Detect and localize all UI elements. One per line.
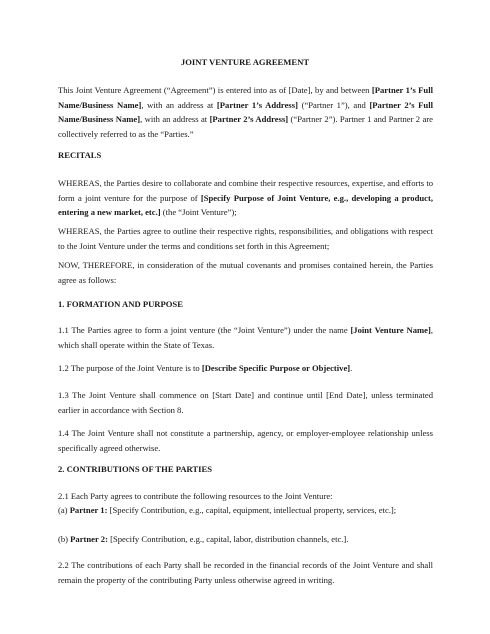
clause-1-1 [58,323,433,352]
partner2-label: Partner 2: [70,534,108,544]
partner2-contribution: [Specify Contribution, e.g., capital, labor, distribution channels, etc.]. [107,534,349,544]
intro-text-1: This Joint Venture Agreement (“Agreement”) is entered into as of [Date], by and between [58,85,372,95]
whereas-1-text-end: (the “Joint Venture”); [160,207,237,217]
item-a-prefix: (a) [58,505,70,515]
clause-1-1-text-end: , which shall operate within the State of Texas. [58,325,433,350]
whereas-paragraph-2: WHEREAS, the Parties agree to outline their respective rights, responsibilities, and obligations with respect to the Joint Venture under the terms and conditions set forth in this Agreement; [58,226,433,251]
intro-text-2: , with an address at [141,99,217,110]
purpose-objective-placeholder: [Describe Specific Purpose or Objective] [201,363,351,373]
recitals-heading: RECITALS [58,150,102,160]
partner2-address-placeholder: [Partner 2’s Address] [209,114,289,124]
partner2-name-placeholder: [Partner 2’s Full Name/Business Name] [58,99,433,124]
clause-1-3: 1.3 The Joint Venture shall commence on [Start Date] and continue until [End Date], unless terminated earlier in accordance with Section 8. [58,390,433,415]
partner1-name-placeholder: [Partner 1’s Full Name/Business Name] [58,85,433,110]
jv-name-placeholder: [Joint Venture Name] [350,325,431,335]
intro-paragraph [58,83,433,141]
section-2-heading: 2. CONTRIBUTIONS OF THE PARTIES [58,464,213,474]
clause-1-2-text: 1.2 The purpose of the Joint Venture is to [58,363,202,373]
partner1-label: Partner 1: [69,505,108,515]
whereas-paragraph-1 [58,176,433,220]
section-1-heading: 1. FORMATION AND PURPOSE [58,299,183,309]
clause-1-2 [58,361,433,376]
partner1-contribution: [Specify Contribution, e.g., capital, equipment, intellectual property, services, etc.]; [107,505,397,515]
intro-text-5: (“Partner 2”). Partner 1 and Partner 2 are collectively referred to as the “Parties.” [58,114,433,139]
clause-2-1-b [58,532,433,547]
item-b-prefix: (b) [58,534,71,544]
intro-text-3: (“Partner 1”), and [297,99,370,110]
jv-purpose-placeholder: [Specify Purpose of Joint Venture, e.g., developing a product, entering a new market, etc.] [58,192,433,217]
clause-2-1-a [58,503,433,518]
now-therefore-paragraph: NOW, THEREFORE, in consideration of the mutual covenants and promises contained herein, the Parties agree as follows: [58,260,433,285]
clause-2-2: 2.2 The contributions of each Party shall be recorded in the financial records of the Joint Venture and shall remain the property of the contributing Party unless otherwise agreed in writing. [58,560,433,585]
clause-1-4: 1.4 The Joint Venture shall not constitute a partnership, agency, or employer-employee relationship unless specifically agreed otherwise. [58,428,433,453]
intro-text-4: , with an address at [140,114,210,124]
clause-2-1: 2.1 Each Party agrees to contribute the following resources to the Joint Venture: [58,491,333,501]
clause-1-2-period: . [350,363,353,373]
document-title: JOINT VENTURE AGREEMENT [180,57,310,67]
whereas-1-text: WHEREAS, the Parties desire to collaborate and combine their respective resources, expertise, and efforts to form a joint venture for the purpose of [58,178,433,203]
partner1-address-placeholder: [Partner 1’s Address] [216,99,298,110]
clause-1-1-text: 1.1 The Parties agree to form a joint venture (the “Joint Venture”) under the name [58,325,351,335]
